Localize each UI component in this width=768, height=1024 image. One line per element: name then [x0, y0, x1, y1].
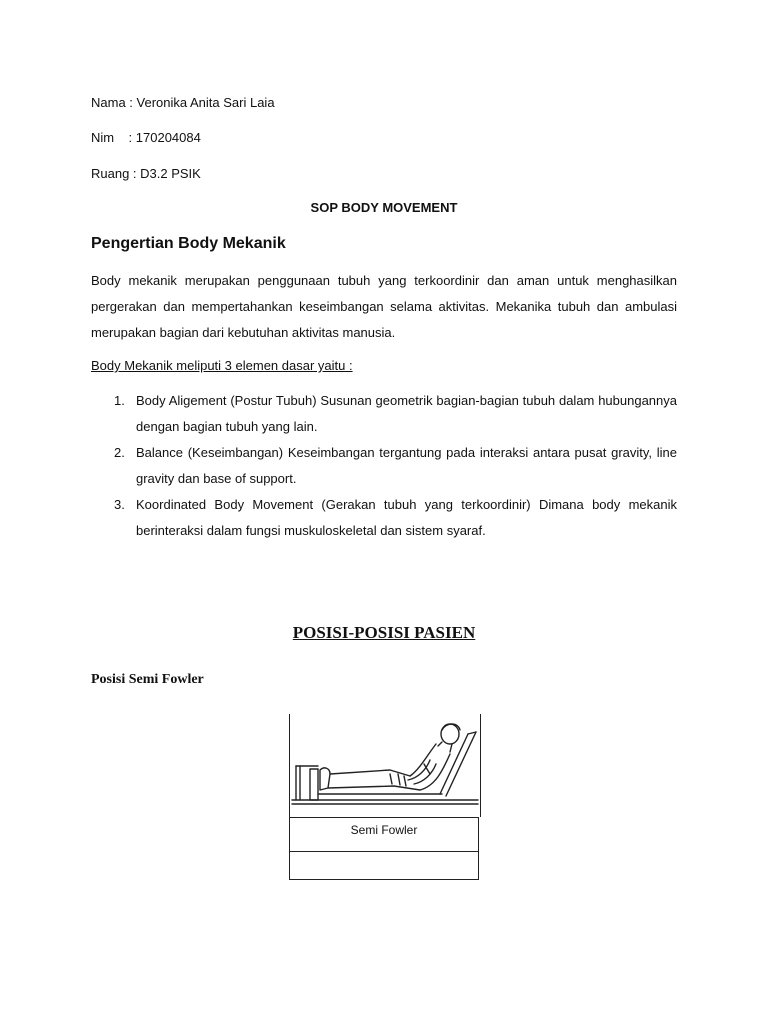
student-room: Ruang : D3.2 PSIK: [91, 166, 201, 181]
figure-caption: Semi Fowler: [289, 817, 479, 852]
list-item-text: Body Aligement (Postur Tubuh) Susunan geometrik bagian-bagian tubuh dalam hubungannya dengan bagian tubuh yang lain.: [136, 393, 677, 434]
student-name: Nama : Veronika Anita Sari Laia: [91, 95, 275, 110]
semi-fowler-figure: [289, 714, 479, 880]
list-item-number: 3.: [114, 497, 125, 512]
list-intro: Body Mekanik meliputi 3 elemen dasar yaitu :: [91, 358, 353, 373]
list-item-text: Balance (Keseimbangan) Keseimbangan tergantung pada interaksi antara pusat gravity, line gravity dan base of support.: [136, 445, 677, 486]
student-nim: Nim : 170204084: [91, 130, 201, 145]
section-title-patient-positions: POSISI-POSISI PASIEN: [292, 623, 476, 642]
list-item: [91, 388, 677, 439]
document-title: SOP BODY MOVEMENT: [310, 200, 458, 215]
subheading-semi-fowler: Posisi Semi Fowler: [91, 672, 204, 687]
figure-image-cell: [289, 714, 481, 817]
list-item-number: 2.: [114, 445, 125, 460]
figure-empty-cell: [289, 851, 479, 880]
semi-fowler-patient-icon: [290, 714, 480, 817]
section-heading-body-mekanik: Pengertian Body Mekanik: [91, 235, 286, 252]
elements-list: [91, 388, 677, 543]
list-item: [91, 492, 677, 543]
definition-paragraph: Body mekanik merupakan penggunaan tubuh yang terkoordinir dan aman untuk menghasilkan pergerakan dan mempertahankan keseimbangan selama aktivitas. Mekanika tubuh dan ambulasi merupakan bagian dari kebutuhan aktivitas manusia.: [91, 273, 677, 340]
list-item-number: 1.: [114, 393, 125, 408]
list-item-text: Koordinated Body Movement (Gerakan tubuh yang terkoordinir) Dimana body mekanik berinteraksi dalam fungsi muskuloskeletal dan sistem syaraf.: [136, 497, 677, 538]
list-item: [91, 440, 677, 491]
